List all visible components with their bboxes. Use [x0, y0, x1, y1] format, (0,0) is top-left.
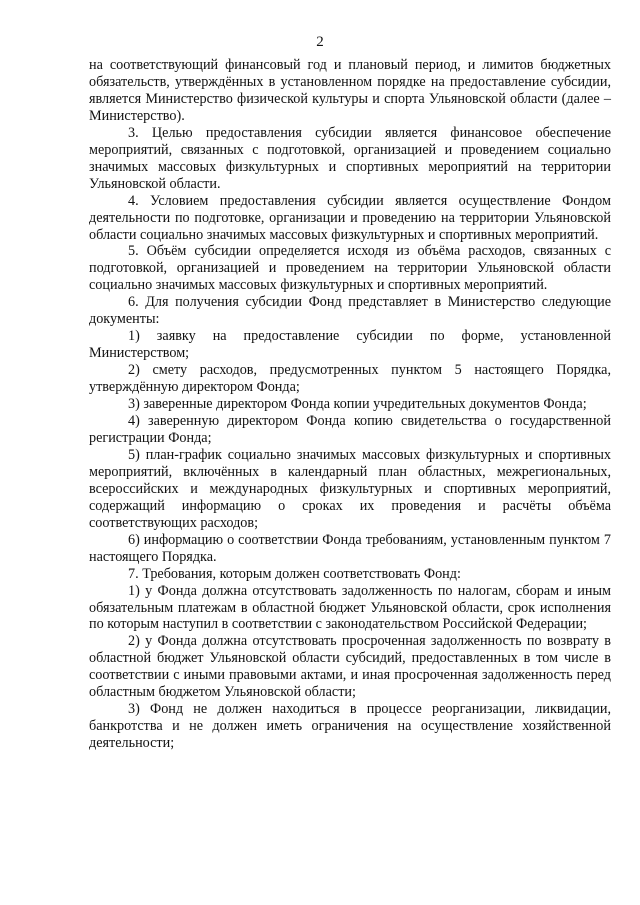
- paragraph-item-6: 6. Для получения субсидии Фонд представляет в Министерство следующие документы:: [89, 294, 611, 328]
- list-item: 2) у Фонда должна отсутствовать просроченная задолженность по возврату в областной бюджет Ульяновской области субсидий, предоставленных в том числе в соответствии с иными правовыми актами, и иная просроченная задолженность перед областным бюджетом Ульяновской области;: [89, 633, 611, 701]
- paragraph-item-4: 4. Условием предоставления субсидии является осуществление Фондом деятельности по подготовке, организации и проведению на территории Ульяновской области социально значимых массовых физкультурных и спортивных мероприятий.: [89, 192, 611, 243]
- list-item: 6) информацию о соответствии Фонда требованиям, установленным пунктом 7 настоящего Порядка.: [89, 531, 611, 565]
- page-number: 2: [316, 34, 324, 50]
- document-body: [89, 57, 611, 752]
- list-item: 3) Фонд не должен находиться в процессе реорганизации, ликвидации, банкротства и не должен иметь ограничения на осуществление хозяйственной деятельности;: [89, 701, 611, 752]
- paragraph-item-3: 3. Целью предоставления субсидии является финансовое обеспечение мероприятий, связанных с подготовкой, организацией и проведением социально значимых массовых физкультурных и спортивных мероприятий на территории Ульяновской области.: [89, 124, 611, 192]
- paragraph-continuation: на соответствующий финансовый год и плановый период, и лимитов бюджетных обязательств, утверждённых в установленном порядке на предоставление субсидии, является Министерство физической культуры и спорта Ульяновской области (далее – Министерство).: [89, 57, 611, 124]
- list-item: 5) план-график социально значимых массовых физкультурных и спортивных мероприятий, включённых в календарный план областных, межрегиональных, всероссийских и международных физкультурных и спортивных мероприятий, содержащий информацию о сроках их проведения и расчёты объёма соответствующих расходов;: [89, 446, 611, 531]
- list-item: 4) заверенную директором Фонда копию свидетельства о государственной регистрации Фонда;: [89, 413, 611, 446]
- list-item: 1) у Фонда должна отсутствовать задолженность по налогам, сборам и иным обязательным платежам в областной бюджет Ульяновской области, срок исполнения по которым наступил в соответствии с законодательством Российской Федерации;: [89, 582, 611, 633]
- paragraph-item-5: 5. Объём субсидии определяется исходя из объёма расходов, связанных с подготовкой, организацией и проведением на территории Ульяновской области социально значимых массовых физкультурных и спортивных мероприятий.: [89, 243, 611, 294]
- list-item: 3) заверенные директором Фонда копии учредительных документов Фонда;: [128, 396, 587, 413]
- paragraph-item-7: 7. Требования, которым должен соответствовать Фонд:: [128, 565, 461, 582]
- list-item: 2) смету расходов, предусмотренных пунктом 5 настоящего Порядка, утверждённую директором Фонда;: [89, 362, 611, 396]
- list-item: 1) заявку на предоставление субсидии по форме, установленной Министерством;: [89, 328, 611, 362]
